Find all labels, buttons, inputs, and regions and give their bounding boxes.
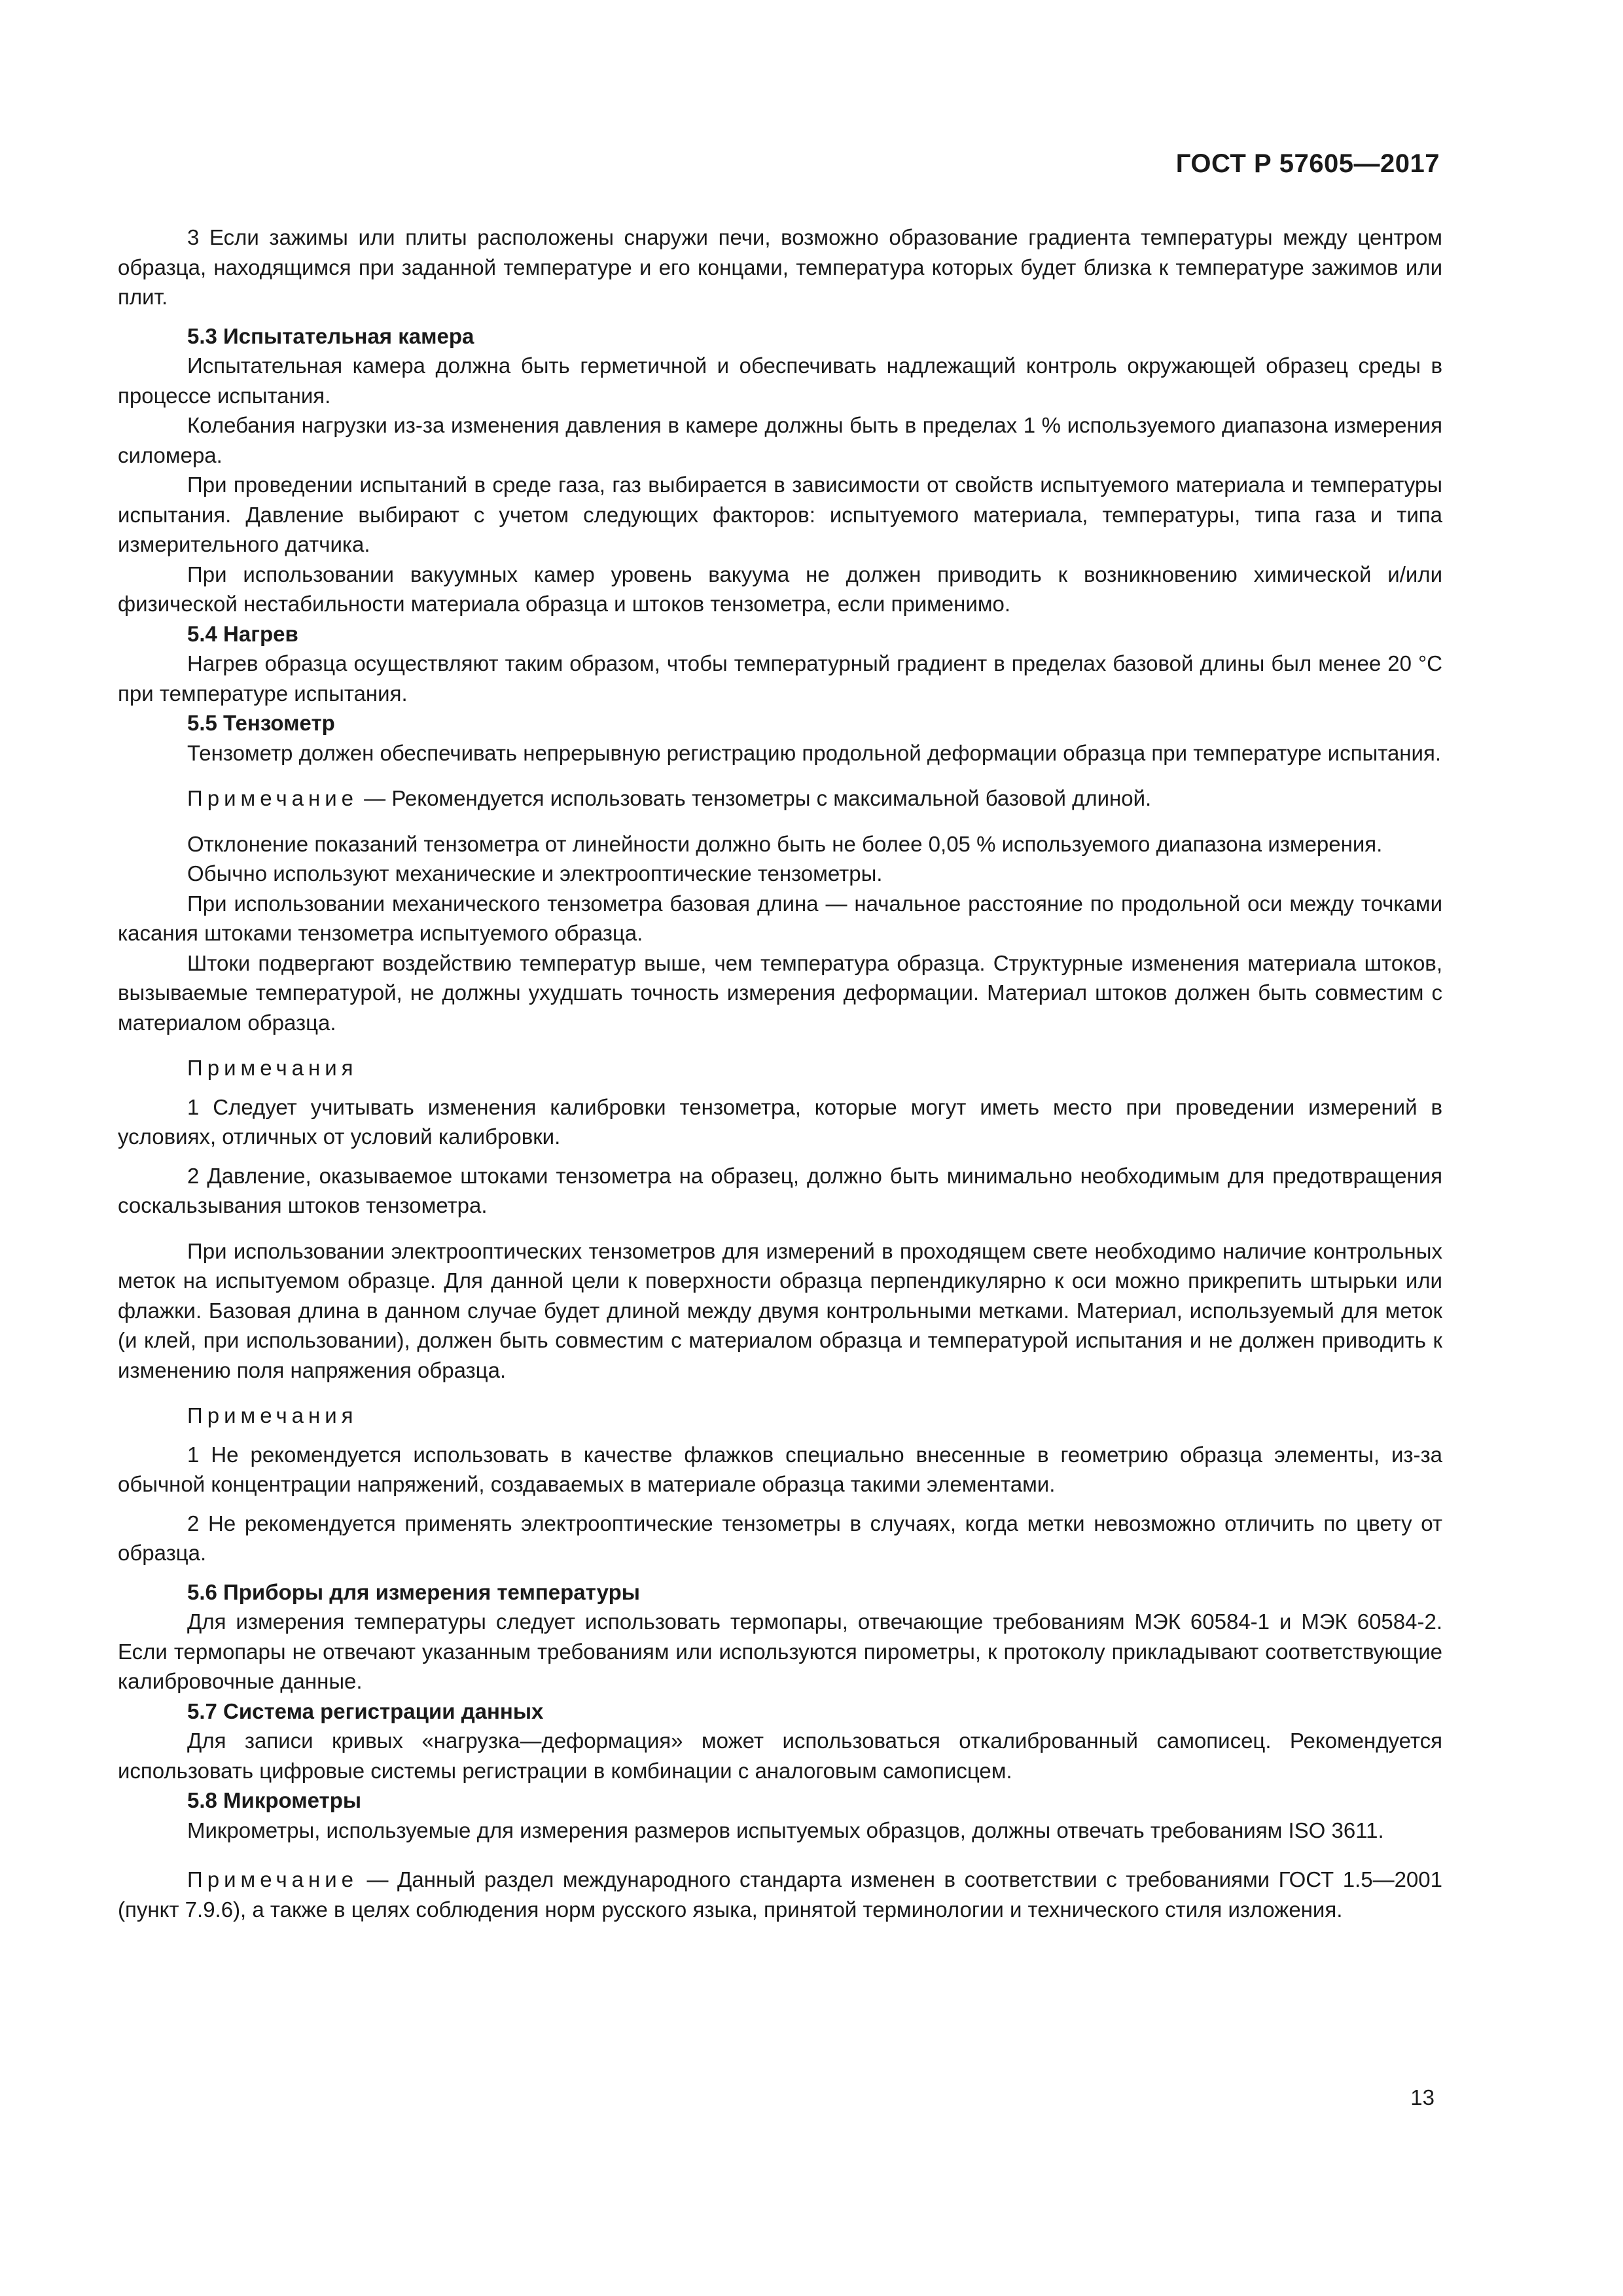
paragraph: При использовании механического тензометра базовая длина — начальное расстояние по продольной оси между точками касания штоками тензометра испытуемого образца.	[118, 891, 1442, 945]
paragraph: Микрометры, используемые для измерения размеров испытуемых образцов, должны отвечать требованиям ISO 3611.	[187, 1818, 1384, 1842]
note-item: 1 Следует учитывать изменения калибровки тензометра, которые могут иметь место при проведении измерений в условиях, отличных от условий калибровки.	[118, 1094, 1442, 1149]
section-heading-5-5: 5.5 Тензометр	[187, 711, 335, 735]
paragraph: При использовании вакуумных камер уровень вакуума не должен приводить к возникновению химической и/или физической нестабильности материала образца и штоков тензометра, если применимо.	[118, 562, 1442, 616]
paragraph: При проведении испытаний в среде газа, газ выбирается в зависимости от свойств испытуемого материала и температуры испытания. Давление выбирают с учетом следующих факторов: испытуемого материала, температуры, типа газа и типа измерительного датчика.	[118, 473, 1442, 556]
notes-label: Примечания	[187, 1403, 358, 1427]
paragraph: Испытательная камера должна быть герметичной и обеспечивать надлежащий контроль окружающей образец среды в процессе испытания.	[118, 353, 1442, 408]
section-heading-5-3: 5.3 Испытательная камера	[187, 323, 474, 348]
paragraph: 3 Если зажимы или плиты расположены снаружи печи, возможно образование градиента температуры между центром образца, находящимся при заданной температуре и его концами, температура которых будет близка к температуре зажимов или плит.	[118, 225, 1442, 309]
section-heading-5-7: 5.7 Система регистрации данных	[187, 1698, 544, 1723]
paragraph: Штоки подвергают воздействию температур выше, чем температура образца. Структурные изменения материала штоков, вызываемые температурой, не должны ухудшать точность измерения деформации. Материал штоков должен быть совместим с материалом образца.	[118, 950, 1442, 1035]
notes-label: Примечания	[187, 1056, 358, 1080]
paragraph: Тензометр должен обеспечивать непрерывную регистрацию продольной деформации образца при температуре испытания.	[187, 740, 1441, 765]
paragraph: Нагрев образца осуществляют таким образом, чтобы температурный градиент в пределах базовой длины был менее 20 °С при температуре испытания.	[118, 651, 1442, 706]
paragraph: Отклонение показаний тензометра от линейности должно быть не более 0,05 % используемого диапазона измерения.	[187, 831, 1383, 856]
section-heading-5-4: 5.4 Нагрев	[187, 621, 298, 646]
page-number: 13	[1410, 2085, 1435, 2109]
note-item: 2 Давление, оказываемое штоками тензометра на образец, должно быть минимально необходимым для предотвращения соскальзывания штоков тензометра.	[118, 1163, 1442, 1217]
note-text: — Данный раздел международного стандарта изменен в соответствии с требованиями ГОСТ 1.5—2001 (пункт 7.9.6), а также в целях соблюдения норм русского языка, принятой терминологии и технического стиля изложения.	[118, 1867, 1442, 1922]
note-label: Примечание	[187, 1867, 359, 1892]
note-item: 2 Не рекомендуется применять электрооптические тензометры в случаях, когда метки невозможно отличить по цвету от образца.	[118, 1511, 1442, 1565]
note	[118, 1865, 1442, 1924]
paragraph: Для измерения температуры следует использовать термопары, отвечающие требованиям МЭК 60584-1 и МЭК 60584-2. Если термопары не отвечают указанным требованиям или используются пирометры, к протоколу прикладывают соответствующие калибровочные данные.	[118, 1609, 1442, 1693]
document-header: ГОСТ Р 57605—2017	[1175, 149, 1440, 178]
note-label: Примечание	[187, 786, 359, 810]
section-heading-5-6: 5.6 Приборы для измерения температуры	[187, 1579, 640, 1604]
note-text: — Рекомендуется использовать тензометры с максимальной базовой длиной.	[358, 786, 1152, 810]
note	[118, 783, 1442, 814]
section-heading-5-8: 5.8 Микрометры	[187, 1788, 362, 1812]
paragraph: При использовании электрооптических тензометров для измерений в проходящем свете необходимо наличие контрольных меток на испытуемом образце. Для данной цели к поверхности образца перпендикулярно к оси можно прикрепить штырьки или флажки. Базовая длина в данном случае будет длиной между двумя контрольными метками. Материал, используемый для меток (и клей, при использовании), должен быть совместим с материалом образца и температурой испытания и не должен приводить к изменению поля напряжения образца.	[118, 1238, 1442, 1382]
paragraph: Колебания нагрузки из-за изменения давления в камере должны быть в пределах 1 % используемого диапазона измерения силомера.	[118, 413, 1442, 467]
paragraph: Для записи кривых «нагрузка—деформация» может использоваться откалиброванный самописец. Рекомендуется использовать цифровые системы регистрации в комбинации с аналоговым самописцем.	[118, 1729, 1442, 1783]
document-body	[118, 223, 1442, 1924]
note-item: 1 Не рекомендуется использовать в качестве флажков специально внесенные в геометрию образца элементы, из-за обычной концентрации напряжений, создаваемых в материале образца такими элементами.	[118, 1442, 1442, 1496]
paragraph: Обычно используют механические и электрооптические тензометры.	[187, 861, 883, 886]
